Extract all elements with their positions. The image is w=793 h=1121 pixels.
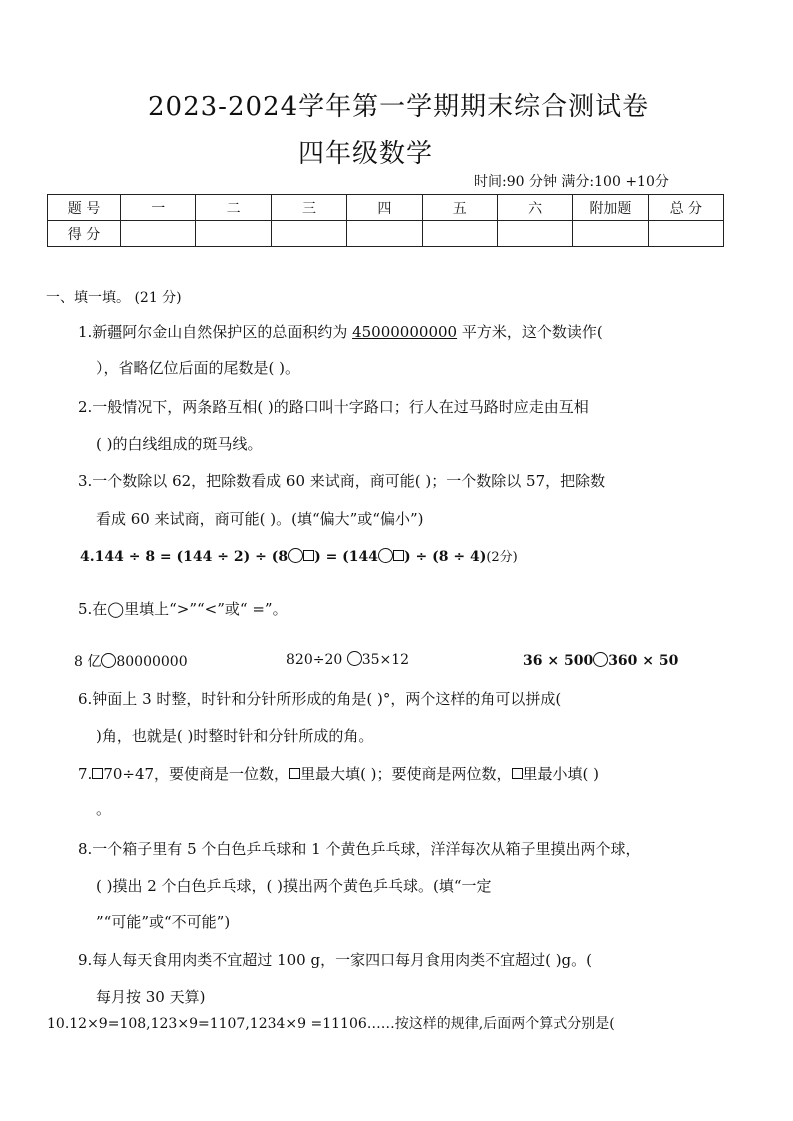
score-table-header-cell: 总 分 (648, 195, 723, 221)
question-6-line-2: )角，也就是( )时整时针和分针所成的角。 (96, 727, 374, 745)
question-7-number: 7. (78, 765, 93, 783)
score-cell[interactable] (347, 221, 422, 247)
question-8-line-3: ”“可能”或“不可能”) (96, 913, 231, 931)
question-8-line-1: 8.一个箱子里有 5 个白色乒乓球和 1 个黄色乒乓球，洋洋每次从箱子里摸出两个球， (78, 840, 641, 858)
blank-square-icon[interactable] (289, 768, 300, 779)
score-table-header-cell: 题 号 (48, 195, 121, 221)
score-row-label: 得 分 (48, 221, 121, 247)
compare-circle-icon[interactable] (378, 548, 393, 563)
exam-title: 2023-2024学年第一学期期末综合测试卷 (148, 92, 650, 122)
score-cell[interactable] (422, 221, 497, 247)
score-cell[interactable] (121, 221, 196, 247)
compare-left: 36 × 500 (523, 653, 594, 669)
question-6-line-1: 6.钟面上 3 时整，时针和分针所形成的角是( )°，两个这样的角可以拼成( (78, 690, 562, 708)
question-1-line-1 (78, 321, 603, 342)
question-4-points: (2分) (486, 550, 518, 565)
question-5-item-b (286, 651, 409, 668)
question-1-line-2: ），省略亿位后面的尾数是( )。 (96, 359, 300, 377)
compare-circle-icon[interactable] (593, 652, 608, 667)
question-4-part-c: ) ÷ (8 ÷ 4) (404, 549, 487, 565)
question-4-part-a: 4.144 ÷ 8 = (144 ÷ 2) ÷ (8 (80, 549, 289, 565)
question-9-line-2: 每月按 30 天算) (96, 988, 206, 1006)
blank-square-icon[interactable] (393, 550, 404, 561)
score-table-header-cell: 三 (271, 195, 346, 221)
question-2-line-1: 2.一般情况下，两条路互相( )的路口叫十字路口；行人在过马路时应走由互相 (78, 398, 589, 416)
question-5-instruction: 5.在◯里填上“>”“<”或“ =”。 (78, 600, 288, 618)
question-1-text-a: 1.新疆阿尔金山自然保护区的总面积约为 (78, 323, 353, 341)
question-1-number: 45000000000 (352, 323, 458, 341)
score-table-header-cell: 附加题 (573, 195, 648, 221)
compare-right: 360 × 50 (608, 653, 679, 669)
score-cell[interactable] (271, 221, 346, 247)
section-heading: 一、填一填。 (21 分) (46, 290, 182, 306)
compare-circle-icon[interactable] (347, 651, 362, 666)
question-3-line-2: 看成 60 来试商，商可能( )。(填“偏大”或“偏小”) (96, 510, 424, 528)
compare-circle-icon[interactable] (288, 548, 303, 563)
blank-square-icon[interactable] (512, 768, 523, 779)
score-table (47, 194, 724, 247)
question-7-line-1 (78, 763, 599, 784)
question-5-item-c (523, 652, 678, 669)
compare-right: 35×12 (361, 652, 410, 668)
question-8-line-2: ( )摸出 2 个白色乒乓球，( )摸出两个黄色乒乓球。(填“一定 (96, 877, 492, 895)
score-table-header-cell: 四 (347, 195, 422, 221)
score-cell[interactable] (573, 221, 648, 247)
compare-right: 80000000 (116, 654, 188, 670)
score-table-header-row (48, 195, 724, 221)
exam-subtitle: 四年级数学 (298, 139, 434, 169)
question-7-text-d: 里最小填( ) (522, 765, 600, 783)
question-10-line-1: 10.12×9=108,123×9=1107,1234×9 =11106……按这样的规律,后面两个算式分别是( (47, 1016, 615, 1032)
score-cell[interactable] (497, 221, 572, 247)
score-table-header-cell: 二 (196, 195, 271, 221)
question-4-equation (80, 546, 518, 565)
score-table-header-cell: 五 (422, 195, 497, 221)
question-7-text-c: 里最大填( )；要使商是两位数， (300, 765, 512, 783)
compare-left: 8 亿 (74, 654, 102, 670)
blank-square-icon[interactable] (303, 550, 314, 561)
compare-left: 820÷20 (286, 652, 347, 668)
question-2-line-2: ( )的白线组成的斑马线。 (96, 435, 263, 453)
question-9-line-1: 9.每人每天食用肉类不宜超过 100 g，一家四口每月食用肉类不宜超过( )g。( (78, 951, 593, 969)
compare-circle-icon[interactable] (101, 653, 116, 668)
exam-time-score-info: 时间:90 分钟 满分:100 +10分 (474, 174, 669, 190)
question-7-line-2: 。 (96, 800, 112, 818)
question-7-text-b: 70÷47，要使商是一位数， (103, 765, 290, 783)
question-3-line-1: 3.一个数除以 62，把除数看成 60 来试商，商可能( )；一个数除以 57，把除数 (78, 472, 606, 490)
question-1-text-b: 平方米，这个数读作( (457, 323, 603, 341)
question-5-item-a (74, 651, 188, 671)
score-table-header-cell: 一 (121, 195, 196, 221)
score-table-score-row (48, 221, 724, 247)
score-cell[interactable] (648, 221, 723, 247)
question-4-part-b: ) = (144 (314, 549, 379, 565)
blank-square-icon[interactable] (92, 768, 103, 779)
score-table-header-cell: 六 (497, 195, 572, 221)
score-cell[interactable] (196, 221, 271, 247)
